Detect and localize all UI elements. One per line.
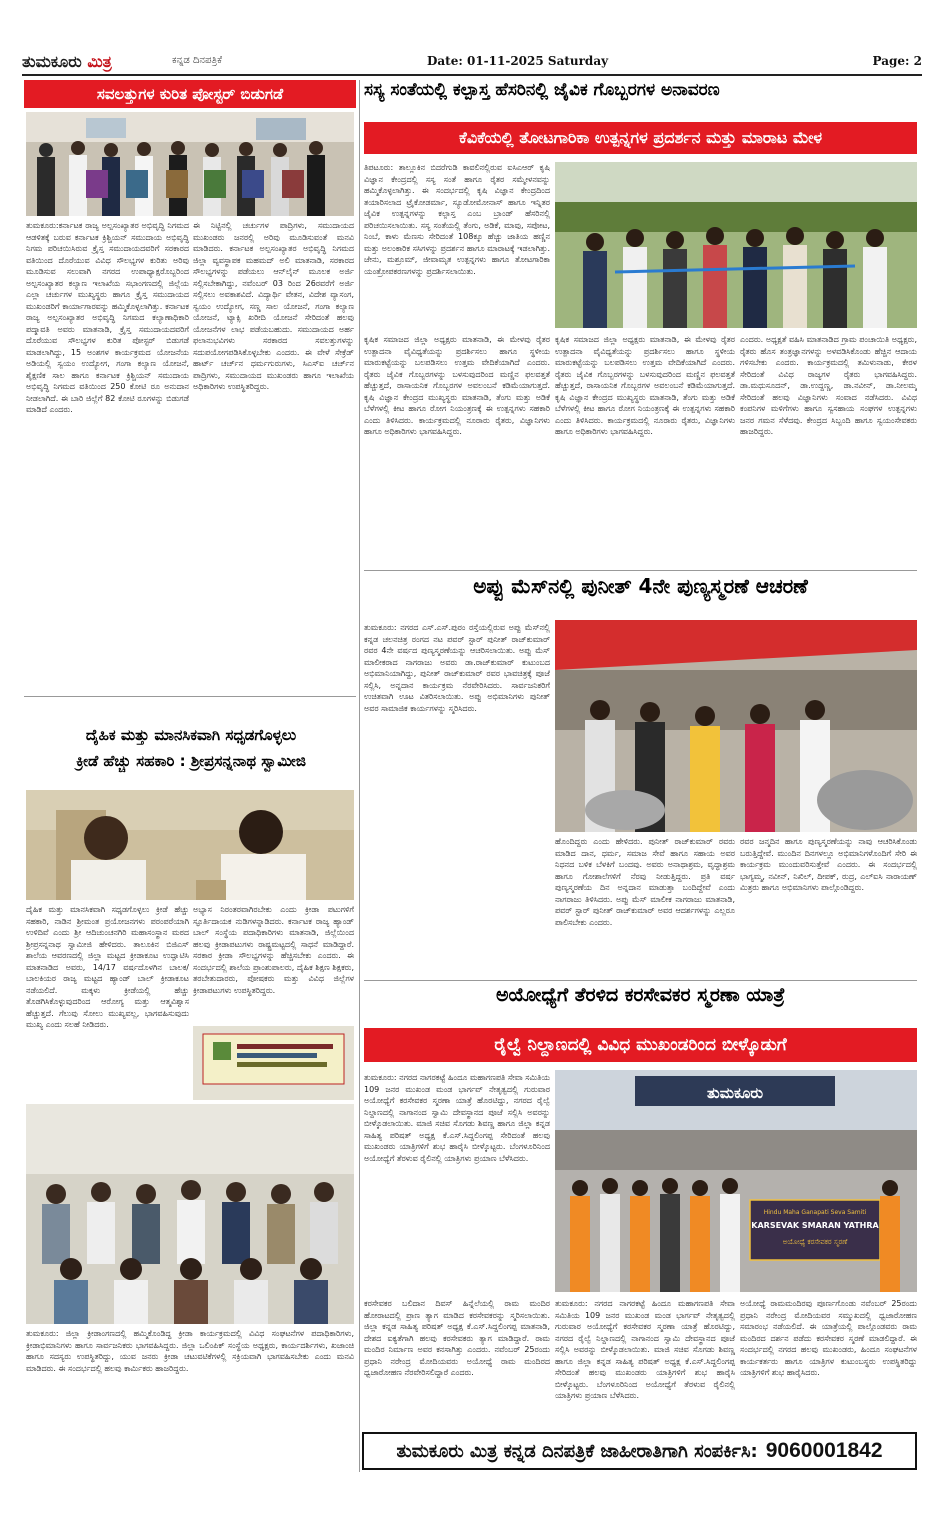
story5-body-col1: ಕರಸೇವಕರ ಬಲಿದಾನ ದಿವಸ್ ಹಿನ್ನೆಲೆಯಲ್ಲಿ ರಾಮ ಮಂದಿರ ಹೋರಾಟದಲ್ಲಿ ಪ್ರಾಣ ತ್ಯಾಗ ಮಾಡಿದ ಕರಸೇವಕರನ್ನು ಸ್ಮರಿಸಲಾಯಿತು. ಜಿಲ್ಲಾ ಕನ್ನಡ ಸಾಹಿತ್ಯ ಪರಿಷತ್ ಅಧ್ಯಕ್ಷ ಕೆ.ಎಸ್.ಸಿದ್ದಲಿಂಗಪ್ಪ ಮಾತನಾಡಿ, ದೇಶದ ಐಕ್ಯತೆಗಾಗಿ ಹಲವು ಕರಸೇವಕರು ತ್ಯಾಗ ಮಾಡಿದ್ದಾರೆ. ರಾಮ ಮಂದಿರ ನಿರ್ಮಾಣ ಅವರ ಕನಸಾಗಿತ್ತು ಎಂದರು. ನವೆಂಬರ್ 25ರಂದು ಪ್ರಧಾನಿ ನರೇಂದ್ರ ಮೋದಿಯವರು ಅಯೋಧ್ಯೆ ರಾಮ ಮಂದಿರದ ಧ್ವಜಾರೋಹಣ ನೆರವೇರಿಸಲಿದ್ದಾರೆ ಎಂದರು.: [364, 1299, 550, 1377]
story1-headline: ಸವಲತ್ತುಗಳ ಕುರಿತ ಪೋಸ್ಟರ್ ಬಿಡುಗಡೆ: [24, 80, 356, 108]
story5-subheadline: ರೈಲ್ವೆ ನಿಲ್ದಾಣದಲ್ಲಿ ವಿವಿಧ ಮುಖಂಡರಿಂದ ಬೀಳ್ಕೊಡುಗೆ: [364, 1028, 917, 1062]
page-number: Page: 2: [872, 54, 922, 68]
story2-photo-top: [26, 790, 354, 900]
story3-subheadline: ಕೆವಿಕೆಯಲ್ಲಿ ತೋಟಗಾರಿಕಾ ಉತ್ಪನ್ನಗಳ ಪ್ರದರ್ಶನ ಮತ್ತು ಮಾರಾಟ ಮೇಳ: [364, 122, 917, 154]
ad-phone: 9060001842: [765, 1439, 883, 1462]
story3-photo: [555, 162, 917, 328]
column-divider: [359, 80, 360, 1472]
story5-body-top: ತುಮಕೂರು: ನಗರದ ನಾಗರಕಟ್ಟೆ ಹಿಂದೂ ಮಹಾಗಣಪತಿ ಸೇವಾ ಸಮಿತಿಯ 109 ಜನರ ಮುಖಂಡ ಮಂಡ ಭಾರ್ಗವ್ ನೇತೃತ್ವದಲ್ಲಿ ಗುರುವಾರ ಅಯೋಧ್ಯೆಗೆ ಕರಸೇವಕರ ಸ್ಮರಣಾ ಯಾತ್ರೆ ಹೊರಟಿದ್ದು, ನಗರದ ರೈಲ್ವೆ ನಿಲ್ದಾಣದಲ್ಲಿ ನಾಗಾನಂದ ಸ್ವಾಮಿ ದೇವಸ್ಥಾನದ ಪೂಜೆ ಸಲ್ಲಿಸಿ ಅವರನ್ನು ಬೀಳ್ಕೊಡಲಾಯಿತು. ಮಾಜಿ ಸಚಿವ ಸೊಗಡು ಶಿವಣ್ಣ ಹಾಗೂ ಜಿಲ್ಲಾ ಕನ್ನಡ ಸಾಹಿತ್ಯ ಪರಿಷತ್ ಅಧ್ಯಕ್ಷ ಕೆ.ಎಸ್.ಸಿದ್ದಲಿಂಗಪ್ಪ ಸೇರಿದಂತೆ ಹಲವು ಮುಖಂಡರು ಯಾತ್ರಿಗಳಿಗೆ ಶುಭ ಹಾರೈಸಿ ಬೀಳ್ಕೊಟ್ಟರು. ಬೆಂಗಳೂರಿನಿಂದ ಅಯೋಧ್ಯೆಗೆ ತೆರಳುವ ರೈಲಿನಲ್ಲಿ ಯಾತ್ರಿಗಳು ಪ್ರಯಾಣ ಬೆಳೆಸಿದರು.: [364, 1073, 550, 1163]
paper-name-black: ತುಮಕೂರು: [22, 52, 82, 71]
story2-photo-banner: [193, 1026, 354, 1100]
story2-photo-group: [26, 1104, 354, 1324]
story5-photo: [555, 1070, 917, 1292]
banner-line1: Hindu Maha Ganapati Seva Samiti: [763, 1209, 867, 1216]
ad-text: ತುಮಕೂರು ಮಿತ್ರ ಕನ್ನಡ ದಿನಪತ್ರಿಕೆ ಜಾಹೀರಾತಿಗಾಗಿ ಸಂಪರ್ಕಿಸಿ:: [396, 1440, 758, 1462]
story3-headline: ಸಸ್ಯ ಸಂತೆಯಲ್ಲಿ ಕಲ್ಪಾಸ್ತ ಹೆಸರಿನಲ್ಲಿ ಜೈವಿಕ ಗೊಬ್ಬರಗಳ ಅನಾವರಣ: [364, 80, 720, 100]
paper-name-red: ಮಿತ್ರ: [87, 52, 112, 71]
story1-body-col2: ಈ ನಿಟ್ಟಿನಲ್ಲಿ ಚರ್ಚುಗಳ ಪಾದ್ರಿಗಳು, ಸಮುದಾಯದ ಮುಖಂಡರು ಜನರಲ್ಲಿ ಅರಿವು ಮೂಡಿಸುವಂತೆ ಮನವಿ ಮಾಡಿದರು. ಕರ್ನಾಟಕ ಅಲ್ಪಸಂಖ್ಯಾತರ ಅಭಿವೃದ್ಧಿ ನಿಗಮದ ಜಿಲ್ಲಾ ವ್ಯವಸ್ಥಾಪಕ ಮಹಮದ್ ಅಲಿ ಮಾತನಾಡಿ, ಸರಕಾರದ ಸೌಲಭ್ಯಗಳನ್ನು ಪಡೆಯಲು ಆನ್‌ಲೈನ್ ಮೂಲಕ ಅರ್ಜಿ ಸಲ್ಲಿಸಬೇಕಾಗಿದ್ದು, ನವೆಂಬರ್ 03 ರಿಂದ 26ರವರೆಗೆ ಅರ್ಜಿ ಸಲ್ಲಿಸಲು ಅವಕಾಶವಿದೆ. ವಿದ್ಯಾರ್ಥಿ ವೇತನ, ವಿದೇಶ ವ್ಯಾಸಂಗ, ಸ್ವಯಂ ಉದ್ಯೋಗ, ಸಣ್ಣ ಸಾಲ ಯೋಜನೆ, ಗಂಗಾ ಕಲ್ಯಾಣ ಯೋಜನೆ, ಟ್ಯಾಕ್ಸಿ ಖರೀದಿ ಯೋಜನೆ ಸೇರಿದಂತೆ ಹಲವು ಯೋಜನೆಗಳ ಲಾಭ ಪಡೆಯಬಹುದು. ಸಮುದಾಯದ ಅರ್ಹ ಫಲಾನುಭವಿಗಳು ಸರಕಾರದ ಸವಲತ್ತುಗಳನ್ನು ಸದುಪಯೋಗಪಡಿಸಿಕೊಳ್ಳಬೇಕು ಎಂದರು. ಈ ವೇಳೆ ಸೇಕ್ರೆಡ್ ಹಾರ್ಟ್ ಚರ್ಚ್‌ನ ಧರ್ಮಗುರುಗಳು, ಸಿಎಸ್‌ಐ ಚರ್ಚ್‌ನ ಪಾದ್ರಿಗಳು, ಸಮುದಾಯದ ಮುಖಂಡರು ಹಾಗೂ ಇಲಾಖೆಯ ಅಧಿಕಾರಿಗಳು ಉಪಸ್ಥಿತರಿದ್ದರು.: [193, 221, 354, 391]
story3-body-col3: ಎಂದರು. ಅಧ್ಯಕ್ಷತೆ ವಹಿಸಿ ಮಾತನಾಡಿದ ಗ್ರಾಮ ಪಂಚಾಯಿತಿ ಅಧ್ಯಕ್ಷರು, ರೈತರು ಹೊಸ ತಂತ್ರಜ್ಞಾನಗಳನ್ನು ಅಳವಡಿಸಿಕೊಂಡು ಹೆಚ್ಚಿನ ಆದಾಯ ಗಳಿಸಬೇಕು ಎಂದರು. ಕಾರ್ಯಕ್ರಮದಲ್ಲಿ ತಮಿಳುನಾಡು, ಕೇರಳ ಸೇರಿದಂತೆ ವಿವಿಧ ರಾಜ್ಯಗಳ ರೈತರು ಭಾಗವಹಿಸಿದ್ದರು. ಡಾ.ಮಧುಸೂದನ್, ಡಾ.ಉದ್ದಣ್ಣ, ಡಾ.ನವೀನ್, ಡಾ.ನೀಲಮ್ಮ ಸೇರಿದಂತೆ ಹಲವು ವಿಜ್ಞಾನಿಗಳು ಸಂವಾದ ನಡೆಸಿದರು. ವಿವಿಧ ಕಂಪನಿಗಳ ಮಳಿಗೆಗಳು ಹಾಗೂ ಸ್ವಸಹಾಯ ಸಂಘಗಳ ಉತ್ಪನ್ನಗಳು ಜನರ ಗಮನ ಸೆಳೆದವು. ಕೇಂದ್ರದ ಸಿಬ್ಬಂದಿ ಹಾಗೂ ಸ್ವಯಂಸೇವಕರು ಹಾಜರಿದ್ದರು.: [740, 335, 917, 436]
story4-photo: [555, 620, 917, 832]
paper-name: [22, 52, 112, 72]
masthead: [22, 52, 922, 74]
story3-body-col1: ತಿಪಟೂರು: ತಾಲ್ಲೂಕಿನ ಬಿದರೆಗುಡಿ ಕಾವಲಿನಲ್ಲಿರುವ ಐಸಿಎಆರ್ ಕೃಷಿ ವಿಜ್ಞಾನ ಕೇಂದ್ರದಲ್ಲಿ ಸಸ್ಯ ಸಂತೆ ಹಾಗೂ ರೈತರ ಸಮ್ಮೇಳನವನ್ನು ಹಮ್ಮಿಕೊಳ್ಳಲಾಗಿತ್ತು. ಈ ಸಂದರ್ಭದಲ್ಲಿ ಕೃಷಿ ವಿಜ್ಞಾನ ಕೇಂದ್ರದಿಂದ ತಯಾರಿಸಲಾದ ಟ್ರೈಕೋಡರ್ಮಾ, ಸ್ಯೂಡೋಮೋನಾಸ್ ಹಾಗೂ ಇನ್ನಿತರ ಜೈವಿಕ ಉತ್ಪನ್ನಗಳನ್ನು ಕಲ್ಪಾಸ್ತ ಎಂಬ ಬ್ರಾಂಡ್ ಹೆಸರಿನಲ್ಲಿ ಪರಿಚಯಿಸಲಾಯಿತು. ಸಸ್ಯ ಸಂತೆಯಲ್ಲಿ ತೆಂಗು, ಅಡಿಕೆ, ಮಾವು, ಸಪೋಟ, ನಿಂಬೆ, ಕಾಳು ಮೆಣಸು ಸೇರಿದಂತೆ 108ಕ್ಕೂ ಹೆಚ್ಚು ಜಾತಿಯ ಹಣ್ಣಿನ ಮತ್ತು ಅಲಂಕಾರಿಕ ಸಸಿಗಳನ್ನು ಪ್ರದರ್ಶನ ಹಾಗೂ ಮಾರಾಟಕ್ಕೆ ಇಡಲಾಗಿತ್ತು. ಜೇನು, ಮಶ್ರೂಮ್, ಜೀವಾಮೃತ ಉತ್ಪನ್ನಗಳು ಹಾಗೂ ತೋಟಗಾರಿಕಾ ಯಂತ್ರೋಪಕರಣಗಳನ್ನು ಪ್ರದರ್ಶಿಸಲಾಯಿತು.: [364, 163, 550, 276]
story4-headline: ಅಪ್ಪು ಮೆಸ್‌ನಲ್ಲಿ ಪುನೀತ್ 4ನೇ ಪುಣ್ಯಸ್ಮರಣೆ ಆಚರಣೆ: [473, 574, 808, 598]
advertisement-box: [362, 1432, 917, 1470]
story2-headline-line2: ಕ್ರೀಡೆ ಹೆಚ್ಚು ಸಹಕಾರಿ : ಶ್ರೀಪ್ರಸನ್ನನಾಥ ಸ್ವಾಮೀಜಿ: [76, 752, 306, 770]
story4-body-col1: ತುಮಕೂರು: ನಗರದ ಎಸ್.ಎಸ್.ಪುರಂ ರಸ್ತೆಯಲ್ಲಿರುವ ಅಪ್ಪು ಮೆಸ್‌ನಲ್ಲಿ ಕನ್ನಡ ಚಲನಚಿತ್ರ ರಂಗದ ನಟ ಪವರ್ ಸ್ಟಾರ್ ಪುನೀತ್ ರಾಜ್‌ಕುಮಾರ್ ರವರ 4ನೇ ವರ್ಷದ ಪುಣ್ಯಸ್ಮರಣೆಯನ್ನು ಆಚರಿಸಲಾಯಿತು. ಅಪ್ಪು ಮೆಸ್ ಮಾಲೀಕರಾದ ನಾಗರಾಜು ಅವರು ಡಾ.ರಾಜ್‌ಕುಮಾರ್ ಕುಟುಂಬದ ಅಭಿಮಾನಿಯಾಗಿದ್ದು, ಪುನೀತ್ ರಾಜ್‌ಕುಮಾರ್ ರವರ ಭಾವಚಿತ್ರಕ್ಕೆ ಪೂಜೆ ಸಲ್ಲಿಸಿ, ಅನ್ನದಾನ ಕಾರ್ಯಕ್ರಮ ನೆರವೇರಿಸಿದರು. ಸಾರ್ವಜನಿಕರಿಗೆ ಉಚಿತವಾಗಿ ಊಟ ವಿತರಿಸಲಾಯಿತು. ಅಪ್ಪು ಅಭಿಮಾನಿಗಳು ಪುನೀತ್ ಅವರ ಸಾಮಾಜಿಕ ಕಾರ್ಯಗಳನ್ನು ಸ್ಮರಿಸಿದರು.: [364, 623, 550, 713]
story2-bottom-text: ತುಮಕೂರು: ಜಿಲ್ಲಾ ಕ್ರೀಡಾಂಗಣದಲ್ಲಿ ಹಮ್ಮಿಕೊಂಡಿದ್ದ ಕ್ರೀಡಾ ಕಾರ್ಯಕ್ರಮದಲ್ಲಿ ವಿವಿಧ ಸಂಘಟನೆಗಳ ಪದಾಧಿಕಾರಿಗಳು, ಕ್ರೀಡಾಭಿಮಾನಿಗಳು ಹಾಗೂ ಸಾರ್ವಜನಿಕರು ಭಾಗವಹಿಸಿದ್ದರು. ಜಿಲ್ಲಾ ಒಲಿಂಪಿಕ್ ಸಂಸ್ಥೆಯ ಅಧ್ಯಕ್ಷರು, ಕಾರ್ಯದರ್ಶಿಗಳು, ಖಜಾಂಚಿ ಹಾಗೂ ಸದಸ್ಯರು ಉಪಸ್ಥಿತರಿದ್ದು, ಯುವ ಜನರು ಕ್ರೀಡಾ ಚಟುವಟಿಕೆಗಳಲ್ಲಿ ಸಕ್ರಿಯವಾಗಿ ಭಾಗವಹಿಸಬೇಕು ಎಂದು ಮನವಿ ಮಾಡಿದರು. ಈ ಸಂದರ್ಭದಲ್ಲಿ ಹಲವು ಕಾರ್ಮಿಕರು ಹಾಜರಿದ್ದರು.: [26, 1329, 354, 1373]
story2-body-col2: ಅಭ್ಯಾಸ ನಿರಂತರವಾಗಿರಬೇಕು ಎಂದು ಕ್ರೀಡಾ ಪಟುಗಳಿಗೆ ಸ್ಫೂರ್ತಿದಾಯಕ ನುಡಿಗಳನ್ನಾಡಿದರು. ಕರ್ನಾಟಕ ರಾಜ್ಯ ಹ್ಯಾಂಡ್ ಬಾಲ್ ಸಂಸ್ಥೆಯ ಪದಾಧಿಕಾರಿಗಳು ಮಾತನಾಡಿ, ಜಿಲ್ಲೆಯಿಂದ ಹಲವು ಕ್ರೀಡಾಪಟುಗಳು ರಾಷ್ಟ್ರಮಟ್ಟದಲ್ಲಿ ಸಾಧನೆ ಮಾಡಿದ್ದಾರೆ. ಸರಕಾರ ಕ್ರೀಡಾ ಸೌಲಭ್ಯಗಳನ್ನು ಹೆಚ್ಚಿಸಬೇಕು ಎಂದರು. ಈ ಸಂದರ್ಭದಲ್ಲಿ ಶಾಲೆಯ ಪ್ರಾಂಶುಪಾಲರು, ದೈಹಿಕ ಶಿಕ್ಷಣ ಶಿಕ್ಷಕರು, ತರಬೇತುದಾರರು, ಪೋಷಕರು ಮತ್ತು ವಿವಿಧ ಜಿಲ್ಲೆಗಳ ಕ್ರೀಡಾಪಟುಗಳು ಉಪಸ್ಥಿತರಿದ್ದರು.: [193, 905, 354, 995]
story2-headline-line1: ದೈಹಿಕ ಮತ್ತು ಮಾನಸಿಕವಾಗಿ ಸಧೃಡಗೊಳ್ಳಲು: [85, 726, 297, 744]
banner-line2: KARSEVAK SMARAN YATHRA: [751, 1221, 879, 1230]
paper-subtitle: ಕನ್ನಡ ದಿನಪತ್ರಿಕೆ: [172, 55, 223, 66]
story2-body-col1: ದೈಹಿಕ ಮತ್ತು ಮಾನಸಿಕವಾಗಿ ಸಧೃಡಗೊಳ್ಳಲು ಕ್ರೀಡೆ ಹೆಚ್ಚು ಸಹಕಾರಿ, ನಾಡಿನ ಶ್ರೀಮಂತ ಪ್ರಯೋಜನಗಳು ಪರಂಪರೆಯಾಗಿ ಉಳಿದಿವೆ ಎಂದು ಶ್ರೀ ಆದಿಚುಂಚನಗಿರಿ ಮಹಾಸಂಸ್ಥಾನ ಮಠದ ಶ್ರೀಪ್ರಸನ್ನನಾಥ ಸ್ವಾಮೀಜಿ ಹೇಳಿದರು. ತಾಲೂಕಿನ ಬಿಜಿಎಸ್ ಶಾಲೆಯ ಆವರಣದಲ್ಲಿ ಜಿಲ್ಲಾ ಮಟ್ಟದ ಕ್ರೀಡಾಕೂಟ ಉದ್ಘಾಟಿಸಿ ಮಾತನಾಡಿದ ಅವರು, 14/17 ವರ್ಷದೊಳಗಿನ ಬಾಲಕ/ಬಾಲಕಿಯರ ರಾಜ್ಯ ಮಟ್ಟದ ಹ್ಯಾಂಡ್ ಬಾಲ್ ಕ್ರೀಡಾಕೂಟ ನಡೆಯಲಿದೆ. ಮಕ್ಕಳು ಕ್ರೀಡೆಯಲ್ಲಿ ಹೆಚ್ಚು ತೊಡಗಿಸಿಕೊಳ್ಳುವುದರಿಂದ ಆರೋಗ್ಯ ಮತ್ತು ಆತ್ಮವಿಶ್ವಾಸ ಹೆಚ್ಚುತ್ತದೆ. ಗೆಲುವು ಸೋಲು ಮುಖ್ಯವಲ್ಲ, ಭಾಗವಹಿಸುವುದು ಮುಖ್ಯ ಎಂದು ಸಲಹೆ ನೀಡಿದರು.: [26, 905, 189, 1029]
story4-body-col2: ಹೊಂದಿದ್ದರು ಎಂದು ಹೇಳಿದರು. ಪುನೀತ್ ರಾಜ್‌ಕುಮಾರ್ ರವರು ಮಾಡಿದ ದಾನ, ಧರ್ಮ, ಸಮಾಜ ಸೇವೆ ಹಾಗೂ ಸಹಾಯ ಅವರ ನಿಧನದ ಬಳಿಕ ಬೆಳಕಿಗೆ ಬಂದವು. ಅವರು ಅನಾಥಾಶ್ರಮ, ವೃದ್ಧಾಶ್ರಮ ಹಾಗೂ ಗೋಶಾಲೆಗಳಿಗೆ ನೆರವು ನೀಡುತ್ತಿದ್ದರು. ಪ್ರತಿ ವರ್ಷ ಪುಣ್ಯಸ್ಮರಣೆಯ ದಿನ ಅನ್ನದಾನ ಮಾಡುತ್ತಾ ಬಂದಿದ್ದೇವೆ ಎಂದು ನಾಗರಾಜು ತಿಳಿಸಿದರು. ಅಪ್ಪು ಮೆಸ್ ಮಾಲೀಕ ನಾಗರಾಜು ಮಾತನಾಡಿ, ಪವರ್ ಸ್ಟಾರ್ ಪುನೀತ್ ರಾಜ್‌ಕುಮಾರ್ ಅವರ ಆದರ್ಶಗಳನ್ನು ಎಲ್ಲರೂ ಪಾಲಿಸಬೇಕು ಎಂದರು.: [555, 837, 735, 927]
story5-body-col1b: ತುಮಕೂರು: ನಗರದ ನಾಗರಕಟ್ಟೆ ಹಿಂದೂ ಮಹಾಗಣಪತಿ ಸೇವಾ ಸಮಿತಿಯ 109 ಜನರ ಮುಖಂಡ ಮಂಡ ಭಾರ್ಗವ್ ನೇತೃತ್ವದಲ್ಲಿ ಗುರುವಾರ ಅಯೋಧ್ಯೆಗೆ ಕರಸೇವಕರ ಸ್ಮರಣಾ ಯಾತ್ರೆ ಹೊರಟಿದ್ದು, ನಗರದ ರೈಲ್ವೆ ನಿಲ್ದಾಣದಲ್ಲಿ ನಾಗಾನಂದ ಸ್ವಾಮಿ ದೇವಸ್ಥಾನದ ಪೂಜೆ ಸಲ್ಲಿಸಿ ಅವರನ್ನು ಬೀಳ್ಕೊಡಲಾಯಿತು. ಮಾಜಿ ಸಚಿವ ಸೊಗಡು ಶಿವಣ್ಣ ಹಾಗೂ ಜಿಲ್ಲಾ ಕನ್ನಡ ಸಾಹಿತ್ಯ ಪರಿಷತ್ ಅಧ್ಯಕ್ಷ ಕೆ.ಎಸ್.ಸಿದ್ದಲಿಂಗಪ್ಪ ಸೇರಿದಂತೆ ಹಲವು ಮುಖಂಡರು ಯಾತ್ರಿಗಳಿಗೆ ಶುಭ ಹಾರೈಸಿ ಬೀಳ್ಕೊಟ್ಟರು. ಬೆಂಗಳೂರಿನಿಂದ ಅಯೋಧ್ಯೆಗೆ ತೆರಳುವ ರೈಲಿನಲ್ಲಿ ಯಾತ್ರಿಗಳು ಪ್ರಯಾಣ ಬೆಳೆಸಿದರು.: [555, 1299, 735, 1400]
story1-photo: [26, 112, 354, 216]
story1-divider: [24, 696, 356, 697]
story4-body-col3: ರವರ ಜನ್ಮದಿನ ಹಾಗೂ ಪುಣ್ಯಸ್ಮರಣೆಯನ್ನು ನಾವು ಆಚರಿಸಿಕೊಂಡು ಬರುತ್ತಿದ್ದೇವೆ. ಮುಂದಿನ ದಿನಗಳಲ್ಲೂ ಅಭಿಮಾನಿಗಳೊಂದಿಗೆ ಸೇರಿ ಈ ಕಾರ್ಯಕ್ರಮ ಮುಂದುವರಿಸುತ್ತೇವೆ ಎಂದರು. ಈ ಸಂದರ್ಭದಲ್ಲಿ ಭಾಗ್ಯಮ್ಮ, ನವೀನ್, ನಿಖಿಲ್, ದೀಪಕ್, ರುದ್ರ, ಎಲ್‌ಐಸಿ ನಾರಾಯಣ್ ಮಿತ್ರರು ಹಾಗೂ ಅಭಿಮಾನಿಗಳು ಪಾಲ್ಗೊಂಡಿದ್ದರು.: [740, 837, 917, 892]
story3-divider: [364, 570, 917, 571]
story5-headline: ಅಯೋಧ್ಯೆಗೆ ತೆರಳಿದ ಕರಸೇವಕರ ಸ್ಮರಣಾ ಯಾತ್ರೆ: [496, 984, 785, 1006]
story5-body-col2: ಅಯೋಧ್ಯೆ ರಾಮಮಂದಿರವು ಪೂರ್ಣಗೊಂಡು ನವೆಂಬರ್ 25ರಂದು ಪ್ರಧಾನಿ ನರೇಂದ್ರ ಮೋದಿಯವರ ಸಮ್ಮುಖದಲ್ಲಿ ಧ್ವಜಾರೋಹಣ ಸಮಾರಂಭ ನಡೆಯಲಿದೆ. ಈ ಯಾತ್ರೆಯಲ್ಲಿ ಪಾಲ್ಗೊಂಡವರು ರಾಮ ಮಂದಿರದ ದರ್ಶನ ಪಡೆದು ಕರಸೇವಕರ ಸ್ಮರಣೆ ಮಾಡಲಿದ್ದಾರೆ. ಈ ಸಂದರ್ಭದಲ್ಲಿ ನಗರದ ಹಲವು ಮುಖಂಡರು, ಹಿಂದೂ ಸಂಘಟನೆಗಳ ಕಾರ್ಯಕರ್ತರು ಹಾಗೂ ಯಾತ್ರಿಗಳ ಕುಟುಂಬಸ್ಥರು ಉಪಸ್ಥಿತರಿದ್ದು ಯಾತ್ರಿಗಳಿಗೆ ಶುಭ ಹಾರೈಸಿದರು.: [740, 1299, 917, 1377]
masthead-rule: [22, 74, 922, 76]
banner-line3: ಅಯೋಧ್ಯೆ ಕರಸೇವಕರ ಸ್ಮರಣೆ: [782, 1238, 848, 1246]
issue-date: Date: 01-11-2025 Saturday: [427, 54, 609, 68]
story4-divider: [364, 980, 917, 981]
story3-body-col2: ಕೃಷಿಕ ಸಮಾಜದ ಜಿಲ್ಲಾ ಅಧ್ಯಕ್ಷರು ಮಾತನಾಡಿ, ಈ ಮೇಳವು ರೈತರ ಉತ್ಪಾದನಾ ವೈವಿಧ್ಯತೆಯನ್ನು ಪ್ರದರ್ಶಿಸಲು ಹಾಗೂ ಸ್ಥಳೀಯ ಮಾರುಕಟ್ಟೆಯನ್ನು ಬಲಪಡಿಸಲು ಉತ್ತಮ ವೇದಿಕೆಯಾಗಿದೆ ಎಂದರು. ರೈತರು ಜೈವಿಕ ಗೊಬ್ಬರಗಳನ್ನು ಬಳಸುವುದರಿಂದ ಮಣ್ಣಿನ ಫಲವತ್ತತೆ ಹೆಚ್ಚುತ್ತದೆ, ರಾಸಾಯನಿಕ ಗೊಬ್ಬರಗಳ ಅವಲಂಬನೆ ಕಡಿಮೆಯಾಗುತ್ತದೆ. ಕೃಷಿ ವಿಜ್ಞಾನ ಕೇಂದ್ರದ ಮುಖ್ಯಸ್ಥರು ಮಾತನಾಡಿ, ತೆಂಗು ಮತ್ತು ಅಡಿಕೆ ಬೆಳೆಗಳಲ್ಲಿ ಕೀಟ ಹಾಗೂ ರೋಗ ನಿಯಂತ್ರಣಕ್ಕೆ ಈ ಉತ್ಪನ್ನಗಳು ಸಹಕಾರಿ ಎಂದು ತಿಳಿಸಿದರು. ಕಾರ್ಯಕ್ರಮದಲ್ಲಿ ನೂರಾರು ರೈತರು, ವಿಜ್ಞಾನಿಗಳು ಹಾಗೂ ಅಧಿಕಾರಿಗಳು ಭಾಗವಹಿಸಿದ್ದರು.: [364, 335, 550, 436]
story1-body-col1: ತುಮಕೂರು:ಕರ್ನಾಟಕ ರಾಜ್ಯ ಅಲ್ಪಸಂಖ್ಯಾತರ ಅಭಿವೃದ್ಧಿ ನಿಗಮದ ಆಡಳಿತಕ್ಕೆ ಬರುವ ಕರ್ನಾಟಕ ಕ್ರಿಶ್ಚಿಯನ್ ಸಮುದಾಯ ಅಭಿವೃದ್ಧಿ ನಿಗಮ ಪರಿಚಯಿಸಿರುವ ಕ್ರೈಸ್ತ ಸಮುದಾಯದವರಿಗೆ ಸರಕಾರದ ವತಿಯಿಂದ ದೊರೆಯುವ ವಿವಿಧ ಸೌಲಭ್ಯಗಳ ಕುರಿತು ಅರಿವು ಮೂಡಿಸುವ ಸಲುವಾಗಿ ನಗರದ ಉಪಾಧ್ಯಾಕ್ಷರೊಬ್ಬರಿಂದ ಅಲ್ಪಸಂಖ್ಯಾತರ ಕಲ್ಯಾಣ ಇಲಾಖೆಯ ಸಭಾಂಗಣದಲ್ಲಿ ಜಿಲ್ಲೆಯ ಎಲ್ಲಾ ಚರ್ಚುಗಳ ಮುಖ್ಯಸ್ಥರು ಹಾಗೂ ಕ್ರೈಸ್ತ ಸಮುದಾಯದ ಮುಖಂಡರಿಗೆ ಕಾರ್ಯಾಗಾರವನ್ನು ಹಮ್ಮಿಕೊಳ್ಳಲಾಗಿತ್ತು. ಕರ್ನಾಟಕ ರಾಜ್ಯ ಅಲ್ಪಸಂಖ್ಯಾತರ ಅಭಿವೃದ್ಧಿ ನಿಗಮದ ಕಲ್ಯಾಣಾಧಿಕಾರಿ ಪದ್ಮಾವತಿ ಅವರು ಮಾತನಾಡಿ, ಕ್ರೈಸ್ತ ಸಮುದಾಯದವರಿಗೆ ದೊರೆಯುವ ಸೌಲಭ್ಯಗಳ ಕುರಿತ ಪೋಸ್ಟರ್ ಬಿಡುಗಡೆ ಮಾಡಲಾಗಿದ್ದು, 15 ಅಂಶಗಳ ಕಾರ್ಯಕ್ರಮದ ಯೋಜನೆಯ ಅಡಿಯಲ್ಲಿ ಸ್ವಯಂ ಉದ್ಯೋಗ, ಗಂಗಾ ಕಲ್ಯಾಣ ಯೋಜನೆ, ಶೈಕ್ಷಣಿಕ ಸಾಲ ಹಾಗೂ ಕರ್ನಾಟಕ ಕ್ರಿಶ್ಚಿಯನ್ ಸಮುದಾಯ ಅಭಿವೃದ್ಧಿ ನಿಗಮದ ವತಿಯಿಂದ 250 ಕೋಟಿ ರೂ ಅನುದಾನ ನೀಡಲಾಗಿದೆ. ಈ ಬಾರಿ ಜಿಲ್ಲೆಗೆ 82 ಕೋಟಿ ರೂಗಳನ್ನು ಬಿಡುಗಡೆ ಮಾಡಿದೆ ಎಂದರು.: [26, 221, 189, 414]
station-sign: ತುಮಕೂರು: [706, 1084, 764, 1102]
story3-body-col2b: ಕೃಷಿಕ ಸಮಾಜದ ಜಿಲ್ಲಾ ಅಧ್ಯಕ್ಷರು ಮಾತನಾಡಿ, ಈ ಮೇಳವು ರೈತರ ಉತ್ಪಾದನಾ ವೈವಿಧ್ಯತೆಯನ್ನು ಪ್ರದರ್ಶಿಸಲು ಹಾಗೂ ಸ್ಥಳೀಯ ಮಾರುಕಟ್ಟೆಯನ್ನು ಬಲಪಡಿಸಲು ಉತ್ತಮ ವೇದಿಕೆಯಾಗಿದೆ ಎಂದರು. ರೈತರು ಜೈವಿಕ ಗೊಬ್ಬರಗಳನ್ನು ಬಳಸುವುದರಿಂದ ಮಣ್ಣಿನ ಫಲವತ್ತತೆ ಹೆಚ್ಚುತ್ತದೆ, ರಾಸಾಯನಿಕ ಗೊಬ್ಬರಗಳ ಅವಲಂಬನೆ ಕಡಿಮೆಯಾಗುತ್ತದೆ. ಕೃಷಿ ವಿಜ್ಞಾನ ಕೇಂದ್ರದ ಮುಖ್ಯಸ್ಥರು ಮಾತನಾಡಿ, ತೆಂಗು ಮತ್ತು ಅಡಿಕೆ ಬೆಳೆಗಳಲ್ಲಿ ಕೀಟ ಹಾಗೂ ರೋಗ ನಿಯಂತ್ರಣಕ್ಕೆ ಈ ಉತ್ಪನ್ನಗಳು ಸಹಕಾರಿ ಎಂದು ತಿಳಿಸಿದರು. ಕಾರ್ಯಕ್ರಮದಲ್ಲಿ ನೂರಾರು ರೈತರು, ವಿಜ್ಞಾನಿಗಳು ಹಾಗೂ ಅಧಿಕಾರಿಗಳು ಭಾಗವಹಿಸಿದ್ದರು.: [555, 335, 735, 436]
